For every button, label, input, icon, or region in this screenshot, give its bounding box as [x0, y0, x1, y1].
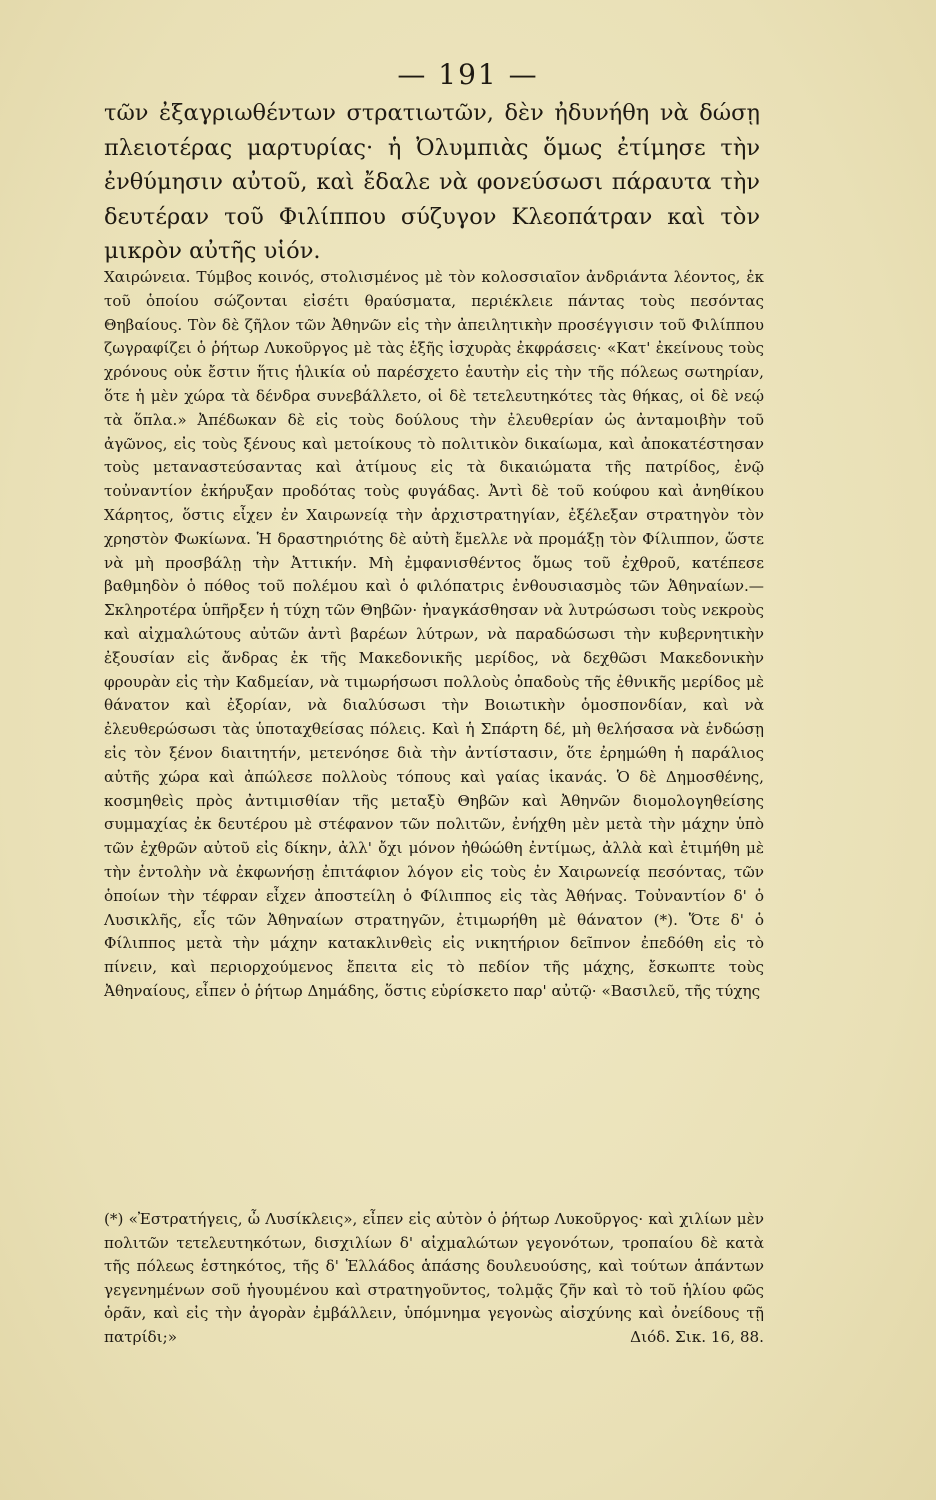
- main-paragraph: τῶν ἐξαγριωθέντων στρατιωτῶν, δὲν ἠδυνήθη νὰ δώσῃ πλειοτέρας μαρτυρίας· ἡ Ὀλυμπιὰς ὅμως ἐτίμησε τὴν ἐνθύμησιν αὐτοῦ, καὶ ἔδαλε νὰ φονεύσωσι πάραυτα τὴν δευτέραν τοῦ Φιλίππου σύζυγον Κλεοπάτραν καὶ τὸν μικρὸν αὐτῆς υἱόν.: [104, 100, 760, 264]
- footnote-text: (*) «Ἐστρατήγεις, ὦ Λυσίκλεις», εἶπεν εἰς αὐτὸν ὁ ῥήτωρ Λυκοῦργος· καὶ χιλίων μὲν πολιτῶν τετελευτηκότων, δισχιλίων δ' αἰχμαλώτων γεγονότων, τροπαίου δὲ κατὰ τῆς πόλεως ἑστηκότος, τῆς δ' Ἑλλάδος ἁπάσης δουλευούσης, καὶ τούτων ἁπάντων γεγενημένων σοῦ ἡγουμένου καὶ στρατηγοῦντος, τολμᾷς ζῆν καὶ τὸ τοῦ ἡλίου φῶς ὁρᾶν, καὶ εἰς τὴν ἀγορὰν ἐμβάλλειν, ὑπόμνημα γεγονὼς αἰσχύνης καὶ ὀνείδους τῇ πατρίδι;»: [104, 1210, 764, 1346]
- commentary-block: [104, 266, 764, 1004]
- commentary-paragraph: Χαιρώνεια. Τύμβος κοινός, στολισμένος μὲ τὸν κολοσσιαῖον ἀνδριάντα λέοντος, ἐκ τοῦ ὁποίου σώζονται εἰσέτι θραύσματα, περιέκλειε πάντας τοὺς πεσόντας Θηβαίους. Τὸν δὲ ζῆλον τῶν Ἀθηνῶν εἰς τὴν ἀπειλητικὴν προσέγγισιν τοῦ Φιλίππου ζωγραφίζει ὁ ῥήτωρ Λυκοῦργος μὲ τὰς ἑξῆς ἰσχυρὰς ἐκφράσεις· «Κατ' ἐκείνους τοὺς χρόνους οὐκ ἔστιν ἥτις ἡλικία οὐ παρέσχετο ἑαυτὴν εἰς τὴν τῆς πόλεως σωτηρίαν, ὅτε ἡ μὲν χώρα τὰ δένδρα συνεβάλλετο, οἱ δὲ τετελευτηκότες τὰς θήκας, οἱ δὲ νεῴ τὰ ὅπλα.» Ἀπέδωκαν δὲ εἰς τοὺς δούλους τὴν ἐλευθερίαν ὡς ἀνταμοιβὴν τοῦ ἀγῶνος, εἰς τοὺς ξένους καὶ μετοίκους τὸ πολιτικὸν δικαίωμα, καὶ ἀποκατέστησαν τοὺς μεταναστεύσαντας καὶ ἀτίμους εἰς τὰ δικαιώματα τῆς πατρίδος, ἐνῷ τοὐναντίον ἐκήρυξαν προδότας τοὺς φυγάδας. Ἀντὶ δὲ τοῦ κούφου καὶ ἀνηθίκου Χάρητος, ὅστις εἶχεν ἐν Χαιρωνείᾳ τὴν ἀρχιστρατηγίαν, ἐξέλεξαν στρατηγὸν τὸν χρηστὸν Φωκίωνα. Ἡ δραστηριότης δὲ αὐτὴ ἔμελλε νὰ προμάξῃ τὸν Φίλιππον, ὥστε νὰ μὴ προσβάλῃ τὴν Ἀττικήν. Μὴ ἐμφανισθέντος ὅμως τοῦ ἐχθροῦ, κατέπεσε βαθμηδὸν ὁ πόθος τοῦ πολέμου καὶ ὁ φιλόπατρις ἐνθουσιασμὸς τῶν Ἀθηναίων.—Σκληροτέρα ὑπῆρξεν ἡ τύχη τῶν Θηβῶν· ἠναγκάσθησαν νὰ λυτρώσωσι τοὺς νεκροὺς καὶ αἰχμαλώτους αὐτῶν ἀντὶ βαρέων λύτρων, νὰ παραδώσωσι τὴν κυβερνητικὴν ἐξουσίαν εἰς ἄνδρας ἐκ τῆς Μακεδονικῆς μερίδος, νὰ δεχθῶσι Μακεδονικὴν φρουρὰν εἰς τὴν Καδμείαν, νὰ τιμωρήσωσι πολλοὺς ὀπαδοὺς τῆς ἐθνικῆς μερίδος μὲ θάνατον καὶ ἐξορίαν, νὰ διαλύσωσι τὴν Βοιωτικὴν ὁμοσπονδίαν, καὶ νὰ ἐλευθερώσωσι τὰς ὑποταχθείσας πόλεις. Καὶ ἡ Σπάρτη δέ, μὴ θελήσασα νὰ ἐνδώσῃ εἰς τὸν ξένον διαιτητήν, μετενόησε διὰ τὴν ἀντίστασιν, ὅτε ἐρημώθη ἡ παράλιος αὐτῆς χώρα καὶ ἀπώλεσε πολλοὺς τόπους καὶ γαίας ἱκανάς. Ὁ δὲ Δημοσθένης, κοσμηθεὶς πρὸς ἀντιμισθίαν τῆς μεταξὺ Θηβῶν καὶ Ἀθηνῶν διομολογηθείσης συμμαχίας ἐκ δευτέρου μὲ στέφανον τῶν πολιτῶν, ἐνήχθη μὲν μετὰ τὴν μάχην ὑπὸ τῶν ἐχθρῶν αὐτοῦ εἰς δίκην, ἀλλ' ὄχι μόνον ἠθώώθη ἐντίμως, ἀλλὰ καὶ ἐτιμήθη μὲ τὴν ἐντολὴν νὰ ἐκφωνήσῃ ἐπιτάφιον λόγον εἰς τοὺς ἐν Χαιρωνείᾳ πεσόντας, τῶν ὁποίων τὴν τέφραν εἶχεν ἀποστείλη ὁ Φίλιππος εἰς τὰς Ἀθήνας. Τοὐναντίον δ' ὁ Λυσικλῆς, εἷς τῶν Ἀθηναίων στρατηγῶν, ἐτιμωρήθη μὲ θάνατον (*). Ὅτε δ' ὁ Φίλιππος μετὰ τὴν μάχην κατακλινθεὶς εἰς νικητήριον δεῖπνον ἐπεδόθη εἰς τὸ πίνειν, καὶ περιορχούμενος ἔπειτα εἰς τὸ πεδίον τῆς μάχης, ἔσκωπτε τοὺς Ἀθηναίους, εἶπεν ὁ ῥήτωρ Δημάδης, ὅστις εὑρίσκετο παρ' αὐτῷ· «Βασιλεῦ, τῆς τύχης: [104, 268, 764, 1000]
- page-number: — 191 —: [397, 58, 539, 91]
- footnote-block: [104, 1208, 764, 1350]
- main-text-block: [104, 96, 760, 269]
- footnote-source: Διόδ. Σικ. 16, 88.: [630, 1327, 764, 1346]
- footnote-paragraph: [104, 1208, 764, 1350]
